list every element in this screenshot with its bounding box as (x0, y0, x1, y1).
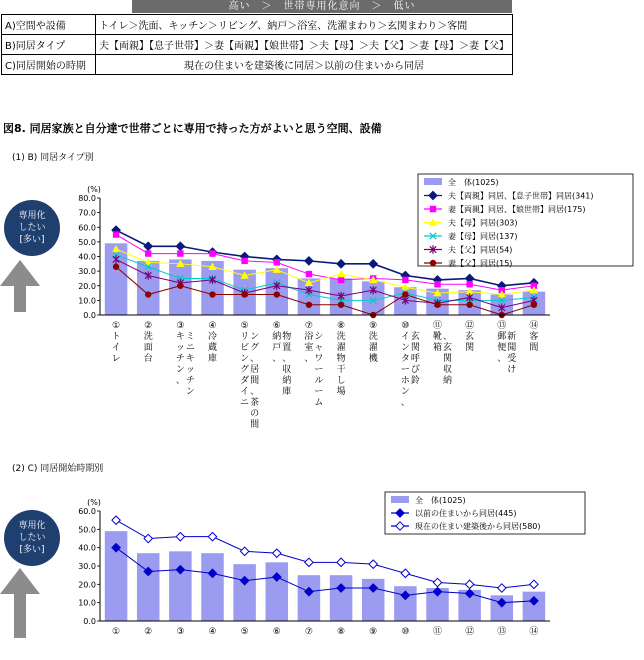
x-tick-char: ⑭ (529, 321, 539, 331)
x-tick-char: 収 (282, 365, 292, 375)
x-tick-char: 玄 (442, 343, 453, 353)
x-tick-char: 置 (282, 343, 292, 353)
bar (105, 243, 128, 315)
series-point (466, 281, 472, 287)
y-tick-label: 40.0 (78, 252, 96, 262)
wish-label: 専用化 (18, 211, 46, 221)
x-tick-char: ⑫ (465, 627, 475, 637)
y-tick-label: 0.0 (83, 311, 96, 320)
series-point (430, 206, 436, 212)
x-tick-char: 、 (497, 354, 507, 364)
legend (385, 492, 585, 534)
bar (298, 575, 321, 621)
bar (137, 553, 160, 621)
x-tick-char: 靴 (432, 332, 443, 342)
x-tick-char: 冷 (207, 332, 218, 342)
x-tick-char: 受 (507, 354, 517, 364)
x-tick-char: ② (144, 627, 153, 637)
row-key: C)同居開始の時期 (2, 55, 96, 75)
x-tick-char: 洗 (336, 332, 346, 342)
legend-label: 妻【両親】同居、【娘世帯】同居(175) (448, 205, 586, 214)
series-point (240, 547, 248, 555)
x-tick-char: 間 (529, 343, 539, 353)
x-tick-label (401, 627, 409, 637)
x-tick-char: 庫 (207, 354, 218, 364)
x-tick-char: レ (111, 354, 121, 364)
series-point (466, 302, 472, 308)
x-tick-label (433, 320, 452, 386)
x-tick-label (465, 320, 474, 353)
x-tick-char: ③ (176, 321, 185, 331)
series-point (209, 250, 215, 256)
legend-swatch (424, 178, 442, 185)
x-tick-char: ン (240, 354, 250, 364)
x-tick-char: 浴 (304, 332, 314, 342)
x-tick-char: ン (175, 365, 185, 375)
bar (266, 562, 289, 621)
x-tick-char: 鈴 (410, 376, 420, 386)
x-tick-char: 濯 (336, 343, 346, 353)
x-tick-char: び (410, 365, 420, 375)
x-tick-char: 収 (442, 365, 453, 375)
series-point (176, 532, 184, 540)
series-point (402, 277, 408, 283)
y-tick-label: 50.0 (78, 237, 96, 247)
table-row (2, 55, 513, 75)
x-tick-char: チ (175, 354, 185, 364)
x-tick-char: ⑪ (432, 321, 443, 331)
row-key: B)同居タイプ (2, 35, 96, 55)
x-tick-char: ー (400, 365, 410, 375)
x-tick-label (401, 321, 420, 408)
series-point (430, 260, 436, 266)
x-tick-char: ッ (175, 343, 185, 353)
series-point (176, 242, 184, 250)
x-tick-char: ホ (400, 376, 410, 386)
series-point (144, 534, 152, 542)
y-tick-label: 30.0 (78, 267, 96, 277)
x-tick-char: 洗 (368, 332, 378, 342)
y-unit-label: (%) (87, 185, 101, 194)
bar (330, 575, 353, 621)
bar (201, 553, 224, 621)
legend-swatch (391, 496, 409, 503)
x-tick-char: ミ (185, 332, 195, 342)
x-tick-char: 物 (336, 354, 346, 364)
x-tick-char: 玄 (410, 332, 420, 342)
legend-label: 夫【父】同居(54) (448, 245, 513, 255)
x-tick-char: ⑤ (240, 627, 249, 637)
x-tick-char: シ (314, 332, 324, 342)
x-tick-char: 戸 (272, 343, 282, 353)
x-tick-char: 、 (272, 354, 282, 364)
x-tick-label (273, 627, 281, 637)
x-tick-char: ⑩ (401, 627, 410, 637)
x-tick-char: 濯 (368, 343, 378, 353)
bar (233, 564, 256, 621)
x-tick-char: ⑩ (401, 321, 410, 331)
x-tick-char: 関 (410, 343, 420, 353)
legend-label: 妻【父】同居(15) (448, 259, 513, 268)
x-tick-char: ⑧ (337, 627, 346, 637)
chart2-subtitle: (2) C) 同居開始時期別 (12, 464, 104, 474)
y-tick-label: 60.0 (78, 507, 96, 516)
legend (418, 174, 633, 268)
series-point (241, 258, 247, 264)
x-tick-char: ⑪ (432, 627, 443, 637)
legend-label: 妻【母】同居(137) (448, 232, 518, 241)
series-point (113, 264, 119, 270)
x-tick-char: イ (400, 332, 410, 342)
x-tick-char: グ (240, 365, 250, 375)
x-tick-char: 面 (143, 343, 153, 353)
x-tick-char: ャ (314, 343, 324, 353)
series-point (274, 291, 280, 297)
legend-label: 全 体(1025) (415, 496, 466, 505)
x-tick-char: ン (400, 343, 410, 353)
row-value: 現在の住まいを建築後に同居＞以前の住まいから同居 (96, 55, 513, 75)
x-tick-char: キ (185, 354, 195, 364)
x-tick-label (272, 321, 291, 397)
x-tick-char: ン (250, 332, 260, 342)
y-tick-label: 20.0 (78, 580, 96, 590)
chart1-subtitle: (1) B) 同居タイプ別 (12, 153, 94, 163)
series-point (465, 580, 473, 588)
chart-period (0, 480, 644, 640)
x-tick-char: 、 (442, 332, 453, 342)
series-point (305, 558, 313, 566)
series-point (177, 283, 183, 289)
x-tick-char: キ (175, 332, 185, 342)
x-tick-char: 庫 (282, 387, 292, 397)
x-tick-char: 、 (304, 354, 314, 364)
wish-label: したい (18, 533, 46, 543)
x-tick-char: ⑦ (304, 627, 313, 637)
series-point (531, 302, 537, 308)
x-tick-char: ン (185, 387, 195, 397)
series-point (369, 260, 377, 268)
legend-label: 夫【両親】同居、【息子世帯】同居(341) (448, 191, 594, 201)
x-tick-label (176, 627, 184, 637)
series-point (112, 516, 120, 524)
x-tick-label (529, 320, 538, 353)
x-tick-char: ー (314, 365, 324, 375)
x-tick-label (240, 321, 259, 430)
x-tick-char: ト (111, 332, 121, 342)
x-tick-char: 間 (250, 376, 260, 386)
series-point (306, 302, 312, 308)
x-tick-char: チ (185, 376, 195, 386)
x-tick-label (144, 321, 153, 364)
x-tick-char: 物 (282, 332, 292, 342)
x-tick-char: ⑥ (272, 627, 281, 637)
legend-label: 夫【母】同居(303) (448, 218, 518, 228)
x-tick-char: 箱 (432, 343, 443, 353)
x-tick-char: の (250, 409, 260, 419)
x-tick-char: ⑦ (304, 321, 313, 331)
x-tick-char: ニ (185, 343, 195, 353)
y-tick-label: 50.0 (78, 525, 96, 535)
series-point (337, 260, 345, 268)
x-tick-char: ④ (208, 321, 217, 331)
x-tick-label (465, 626, 474, 637)
series-point (530, 580, 538, 588)
x-tick-char: ⑫ (465, 321, 475, 331)
series-point (306, 271, 312, 277)
wish-label: [多い] (19, 235, 45, 245)
legend-label: 現在の住まい建築後から同居(580) (415, 522, 541, 531)
x-tick-char: 便 (497, 343, 507, 353)
x-tick-label (305, 627, 313, 637)
x-tick-char: 間 (250, 420, 260, 430)
series-point (369, 560, 377, 568)
x-tick-char: 客 (529, 332, 539, 342)
x-tick-char: 蔵 (207, 343, 218, 353)
x-tick-char: ⑬ (497, 627, 507, 637)
x-tick-char: ン (400, 387, 410, 397)
y-tick-label: 40.0 (78, 543, 96, 553)
series-point (241, 291, 247, 297)
figure-title: 図8. 同居家族と自分達で世帯ごとに専用で持った方がよいと思う空間、設備 (3, 122, 382, 135)
x-tick-char: ① (112, 321, 121, 331)
x-tick-char: け (507, 365, 517, 375)
x-tick-char: リ (240, 332, 250, 342)
y-tick-label: 60.0 (78, 223, 96, 233)
x-tick-char: 洗 (143, 332, 153, 342)
x-tick-char: 茶 (250, 398, 260, 408)
x-tick-label (337, 321, 346, 397)
x-tick-char: ダ (240, 376, 250, 386)
x-tick-char: ③ (176, 627, 185, 637)
x-tick-char: 台 (143, 354, 153, 364)
x-tick-char: 聞 (507, 343, 517, 353)
x-tick-label (529, 626, 538, 637)
x-tick-char: ⑨ (369, 627, 378, 637)
series-point (402, 291, 408, 297)
y-tick-label: 80.0 (78, 194, 96, 203)
x-tick-label (208, 321, 217, 364)
chart-type (0, 170, 644, 500)
y-unit-label: (%) (87, 498, 101, 507)
x-tick-char: ⑤ (240, 321, 249, 331)
series-point (208, 532, 216, 540)
y-tick-label: 10.0 (78, 296, 96, 306)
x-tick-char: ⑥ (272, 321, 281, 331)
bar (169, 551, 192, 621)
series-point (498, 584, 506, 592)
series-point (113, 231, 119, 237)
legend-label: 全 体(1025) (448, 178, 499, 187)
x-tick-char: 機 (368, 354, 378, 364)
series-point (338, 302, 344, 308)
x-tick-label (433, 626, 442, 637)
x-tick-label (369, 627, 377, 637)
x-tick-char: ワ (314, 354, 324, 364)
series-point (337, 270, 345, 277)
y-tick-label: 70.0 (78, 208, 96, 218)
x-tick-label (241, 627, 249, 637)
x-tick-char: 、 (400, 398, 410, 408)
x-tick-char: し (336, 376, 346, 386)
series-point (305, 257, 313, 265)
x-tick-char: 納 (282, 376, 292, 386)
wish-label: [多い] (19, 545, 45, 555)
x-tick-char: 場 (336, 387, 346, 397)
x-tick-char: ⑨ (369, 321, 378, 331)
row-key: A)空間や設備 (2, 15, 96, 35)
x-tick-char: ッ (185, 365, 195, 375)
x-tick-char: ー (314, 387, 324, 397)
x-tick-char: ① (112, 627, 121, 637)
series-point (338, 277, 344, 283)
x-tick-label (337, 627, 345, 637)
x-tick-char: 、 (175, 376, 185, 386)
series-point (434, 302, 440, 308)
y-tick-label: 10.0 (78, 598, 96, 608)
x-tick-char: ④ (208, 627, 217, 637)
legend-label: 以前の住まいから同居(445) (415, 509, 517, 518)
x-tick-char: ニ (240, 398, 250, 408)
x-tick-char: ⑧ (337, 321, 346, 331)
series-point (433, 578, 441, 586)
row-value: トイレ＞洗面、キッチン＞リビング、納戸＞浴室、洗濯まわり＞玄関まわり＞客間 (96, 15, 513, 35)
x-tick-char: 関 (465, 343, 475, 353)
x-tick-char: ビ (240, 343, 250, 353)
x-tick-char: 居 (250, 365, 260, 375)
x-tick-label (497, 626, 506, 637)
y-tick-label: 30.0 (78, 562, 96, 571)
x-tick-char: ⑬ (497, 321, 507, 331)
x-tick-char: ム (314, 398, 324, 408)
series-point (145, 250, 151, 256)
x-tick-char: 、 (250, 354, 260, 364)
x-tick-char: 、 (250, 387, 260, 397)
x-tick-label (176, 321, 195, 397)
x-tick-label (304, 321, 323, 408)
series-point (401, 569, 409, 577)
x-tick-char: 呼 (410, 354, 420, 364)
table-row (2, 15, 513, 35)
x-tick-label (208, 627, 216, 637)
priority-header: 高い ＞ 世帯専用化意向 ＞ 低い (132, 0, 512, 13)
series-point (337, 558, 345, 566)
series-point (144, 242, 152, 250)
x-tick-char: タ (400, 354, 410, 364)
x-tick-char: ② (144, 321, 153, 331)
x-tick-char: 郵 (497, 332, 507, 342)
x-tick-char: 玄 (465, 332, 475, 342)
series-point (273, 549, 281, 557)
table-row (2, 35, 513, 55)
x-tick-label (144, 627, 152, 637)
x-tick-char: ル (314, 376, 324, 386)
x-tick-char: ⑭ (529, 627, 539, 637)
x-tick-char: 納 (442, 376, 453, 386)
wish-label: したい (18, 223, 46, 233)
series-point (177, 250, 183, 256)
x-tick-label (497, 320, 516, 375)
x-tick-label (112, 627, 120, 637)
series-point (274, 259, 280, 265)
x-tick-char: イ (240, 387, 250, 397)
series-point (434, 281, 440, 287)
y-tick-label: 0.0 (83, 617, 96, 626)
x-tick-char: 干 (336, 365, 346, 375)
x-tick-char: 納 (272, 332, 282, 342)
x-tick-char: グ (250, 343, 260, 353)
x-tick-char: 室 (304, 343, 314, 353)
series-point (209, 291, 215, 297)
x-tick-char: 新 (507, 332, 517, 342)
y-tick-label: 20.0 (78, 281, 96, 291)
x-tick-char: 関 (442, 354, 453, 364)
x-tick-char: イ (111, 343, 121, 353)
x-tick-char: 、 (282, 354, 292, 364)
row-value: 夫【両親】【息子世帯】＞妻【両親】【娘世帯】＞夫【母】＞夫【父】＞妻【母】＞妻【父】 (96, 35, 513, 55)
wish-label: 専用化 (18, 521, 46, 531)
x-tick-label (369, 321, 379, 364)
series-point (145, 291, 151, 297)
x-tick-label (112, 321, 121, 364)
definition-table (1, 14, 513, 75)
